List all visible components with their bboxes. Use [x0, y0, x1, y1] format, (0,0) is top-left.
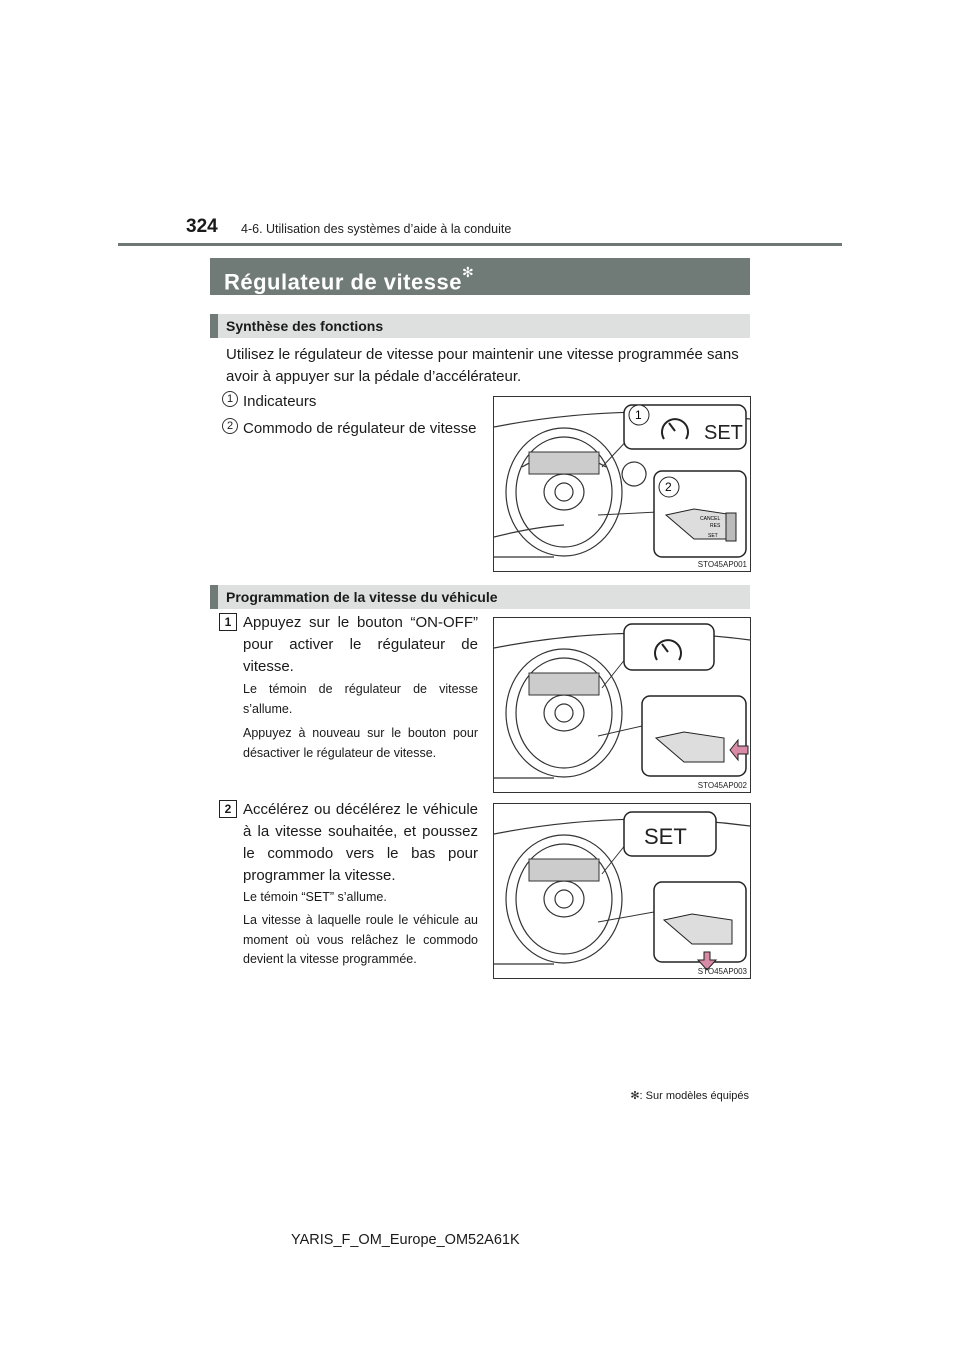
section-heading-overview: Synthèse des fonctions	[210, 314, 750, 338]
title-asterisk-icon: ✻	[461, 264, 475, 280]
intro-text: Utilisez le régulateur de vitesse pour maintenir une vitesse programmée sans avoir à appuyer sur la pédale d’accélérateur.	[226, 346, 739, 385]
lever-set-label: SET	[708, 533, 718, 539]
dashboard-illustration-step-2	[494, 804, 750, 978]
step-2-number: 2	[219, 800, 237, 818]
figure-code-3: STO45AP003	[697, 967, 747, 976]
step-2-text: Accélérez ou décélérez le véhicule à la vitesse souhaitée, et poussez le commodo vers le bas pour programmer la vitesse.	[243, 801, 478, 884]
step-1-note-1: Le témoin de régulateur de vitesse s’allume.	[243, 682, 478, 716]
section-heading-programming: Programmation de la vitesse du véhicule	[210, 585, 750, 609]
figure-step-2	[493, 803, 751, 979]
step-2-note-2: La vitesse à laquelle roule le véhicule au moment où vous relâchez le commodo devient la vitesse programmée.	[243, 913, 478, 966]
dashboard-illustration	[494, 397, 750, 571]
step-1-number: 1	[219, 613, 237, 631]
figure-code-1: STO45AP001	[697, 560, 747, 569]
figure-step-1	[493, 617, 751, 793]
item-2-label: Commodo de régulateur de vitesse	[243, 420, 477, 437]
lever-res-label: RES	[710, 523, 721, 529]
page-title	[210, 258, 750, 295]
footnote-asterisk-icon: ✻	[630, 1090, 640, 1102]
header-rule	[118, 243, 842, 246]
page-title-text: Régulateur de vitesse	[224, 269, 462, 295]
item-2-number: 2	[222, 418, 238, 434]
footnote-text: : Sur modèles équipés	[639, 1090, 749, 1102]
dashboard-illustration-step-1	[494, 618, 750, 792]
callout-2: 2	[665, 480, 672, 494]
step-2-note-1: Le témoin “SET” s’allume.	[243, 890, 387, 904]
page-number: 324	[186, 216, 218, 237]
chapter-title: 4-6. Utilisation des systèmes d’aide à la conduite	[241, 222, 512, 236]
step-1-text: Appuyez sur le bouton “ON-OFF” pour activer le régulateur de vitesse.	[243, 614, 478, 675]
footnote	[630, 1089, 749, 1102]
item-1-label: Indicateurs	[243, 393, 317, 410]
set-indicator: SET	[704, 422, 743, 444]
figure-code-2: STO45AP002	[697, 781, 747, 790]
callout-1: 1	[635, 408, 642, 422]
item-1-number: 1	[222, 391, 238, 407]
figure-overview	[493, 396, 751, 572]
step-1-note-2: Appuyez à nouveau sur le bouton pour désactiver le régulateur de vitesse.	[243, 726, 478, 760]
set-indicator-step-2: SET	[644, 824, 687, 849]
footer-doc-id: YARIS_F_OM_Europe_OM52A61K	[291, 1232, 520, 1248]
lever-cancel-label: CANCEL	[700, 516, 721, 522]
